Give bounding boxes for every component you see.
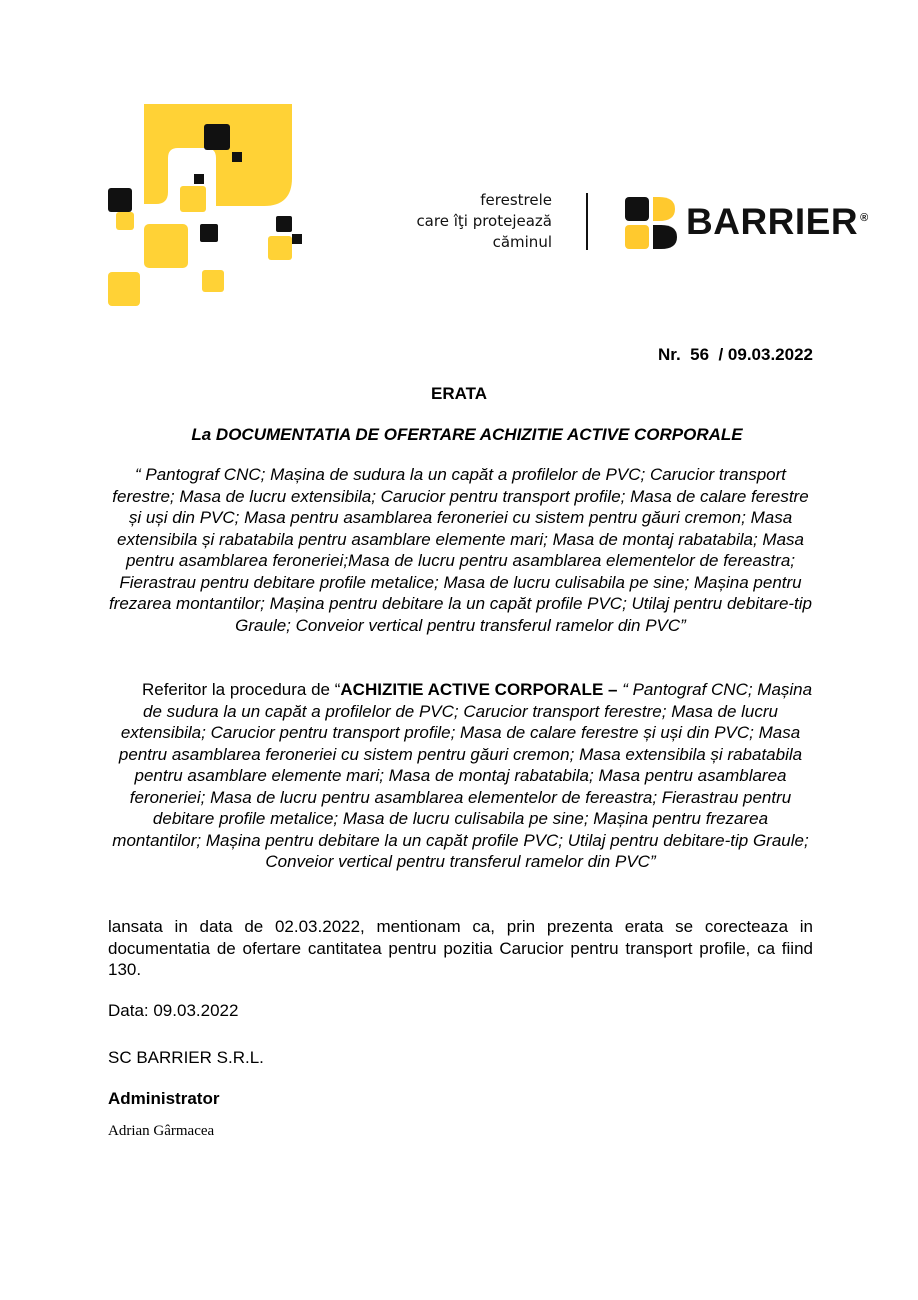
reference-paragraph	[108, 679, 813, 873]
document-date: Data: 09.03.2022	[108, 1001, 239, 1020]
decorative-square-pattern	[100, 100, 310, 310]
brand-tagline	[416, 190, 552, 253]
reference-procedure-name: ACHIZITIE ACTIVE CORPORALE –	[340, 680, 623, 699]
tagline-line-2: care îţi protejează	[416, 212, 552, 230]
company-name: SC BARRIER S.R.L.	[108, 1048, 264, 1067]
document-title: ERATA	[430, 384, 488, 403]
signatory-name: Adrian Gârmacea	[108, 1123, 215, 1139]
header-divider	[586, 193, 588, 250]
brand-logo-text	[686, 198, 869, 246]
registered-mark: ®	[860, 212, 869, 224]
tagline-line-1: ferestrele	[480, 191, 552, 209]
barrier-logo-icon	[625, 197, 677, 249]
document-subtitle: La DOCUMENTATIA DE OFERTARE ACHIZITIE ACTIVE CORPORALE	[191, 425, 743, 444]
reference-intro: Referitor la procedura de “	[141, 680, 341, 699]
reference-products: “ Pantograf CNC; Mașina de sudura la un capăt a profilelor de PVC; Carucior transport ferestre; Masa de lucru extensibila; Carucior pentru transport profile; Masa de calare ferestre și uși din PVC; Masa pentru asamblarea feroneriei cu sistem pentru găuri cremon; Masa extensibila și rabatabila pentru asamblare elemente mari; Masa de montaj rabatabila; Masa pentru asamblarea feroneriei; Masa de lucru pentru asamblarea elementelor de fereastra; Fierastrau pentru debitare profile metalice; Masa de lucru culisabila pe sine; Mașina pentru frezarea montantilor; Mașina pentru debitare la un capăt profile PVC; Utilaj pentru debitare-tip Graule; Conveior vertical pentru transferul ramelor din PVC”	[112, 680, 813, 871]
correction-notice: lansata in data de 02.03.2022, mentionam ca, prin prezenta erata se corecteaza in documentatia de ofertare cantitatea pentru pozitia Carucior pentru transport profile, ca fiind 130.	[108, 917, 813, 979]
signatory-role: Administrator	[108, 1089, 220, 1108]
tagline-line-3: căminul	[492, 233, 552, 251]
document-number: Nr. 56 / 09.03.2022	[657, 345, 813, 364]
products-list-paragraph: “ Pantograf CNC; Mașina de sudura la un capăt a profilelor de PVC; Carucior transport ferestre; Masa de lucru extensibila; Carucior pentru transport profile; Masa de calare ferestre și uși din PVC; Masa pentru asamblarea feroneriei cu sistem pentru găuri cremon; Masa extensibila și rabatabila pentru asamblare elemente mari; Masa de montaj rabatabila; Masa pentru asamblarea feroneriei;Masa de lucru pentru asamblarea elementelor de fereastra; Fierastrau pentru debitare profile metalice; Masa de lucru culisabila pe sine; Mașina pentru frezarea montantilor; Mașina pentru debitare la un capăt profile PVC; Utilaj pentru debitare-tip Graule; Conveior vertical pentru transferul ramelor din PVC”	[108, 465, 813, 635]
brand-name: BARRIER	[686, 201, 859, 242]
